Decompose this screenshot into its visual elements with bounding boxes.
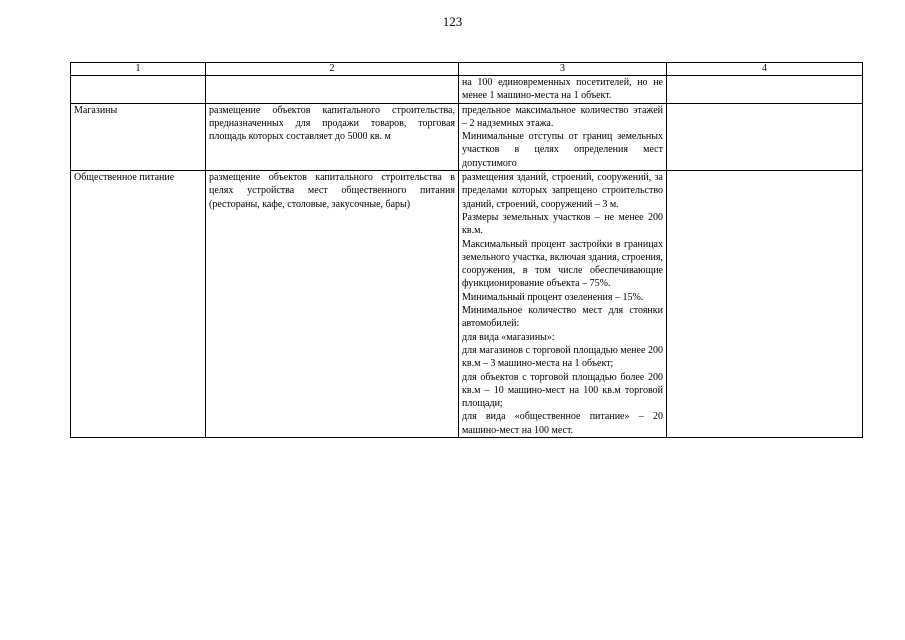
parameter-paragraph: Минимальный процент озеленения – 15%. <box>462 291 644 303</box>
header-cell-2: 2 <box>206 63 459 76</box>
note-cell <box>667 76 863 104</box>
zoning-table <box>70 62 863 438</box>
use-description-cell: размещение объектов капитального строительства, предназначенных для продажи товаров, торговая площадь которых составляет до 5000 кв. м <box>206 103 459 170</box>
parameter-paragraph: предельное максимальное количество этажей – 2 надземных этажа. <box>462 104 663 129</box>
table-row <box>71 76 863 104</box>
table-row <box>71 171 863 438</box>
table-header-row <box>71 63 863 76</box>
parameter-paragraph: для магазинов с торговой площадью менее 200 кв.м – 3 машино-места на 1 объект; <box>462 344 663 370</box>
use-name-cell: Магазины <box>71 103 206 170</box>
parameter-paragraph: размещения зданий, строений, сооружений, за пределами которых запрещено строительство зданий, строений, сооружений – 3 м. <box>462 172 663 210</box>
parameter-paragraph: Размеры земельных участков – не менее 200 кв.м. <box>462 211 663 237</box>
header-cell-1: 1 <box>71 63 206 76</box>
table-row <box>71 103 863 170</box>
header-cell-4: 4 <box>667 63 863 76</box>
use-description-cell <box>206 76 459 104</box>
parameter-paragraph: Минимальное количество мест для стоянки автомобилей: <box>462 305 663 330</box>
parameters-cell <box>459 103 667 170</box>
use-description-cell: размещение объектов капитального строительства в целях устройства мест общественного питания (рестораны, кафе, столовые, закусочные, бары) <box>206 171 459 438</box>
parameter-paragraph: Максимальный процент застройки в границах земельного участка, включая здания, строения, сооружения, в том числе обеспечивающие функционирование объекта – 75%. <box>462 238 663 290</box>
use-name-cell <box>71 76 206 104</box>
note-cell <box>667 103 863 170</box>
parameter-paragraph: для вида «магазины»: <box>462 331 555 343</box>
parameter-paragraph: Минимальные отступы от границ земельных участков в целях определения мест допустимого <box>462 131 663 169</box>
parameter-paragraph: для объектов с торговой площадью более 200 кв.м – 10 машино-мест на 100 кв.м торговой площади; <box>462 371 663 410</box>
header-cell-3: 3 <box>459 63 667 76</box>
use-name-cell: Общественное питание <box>71 171 206 438</box>
parameter-paragraph: для вида «общественное питание» – 20 машино-мест на 100 мест. <box>462 411 663 436</box>
page-number: 123 <box>442 14 463 29</box>
parameter-paragraph: на 100 единовременных посетителей, но не менее 1 машино-места на 1 объект. <box>462 77 663 102</box>
parameters-cell <box>459 171 667 438</box>
note-cell <box>667 171 863 438</box>
parameters-cell <box>459 76 667 104</box>
